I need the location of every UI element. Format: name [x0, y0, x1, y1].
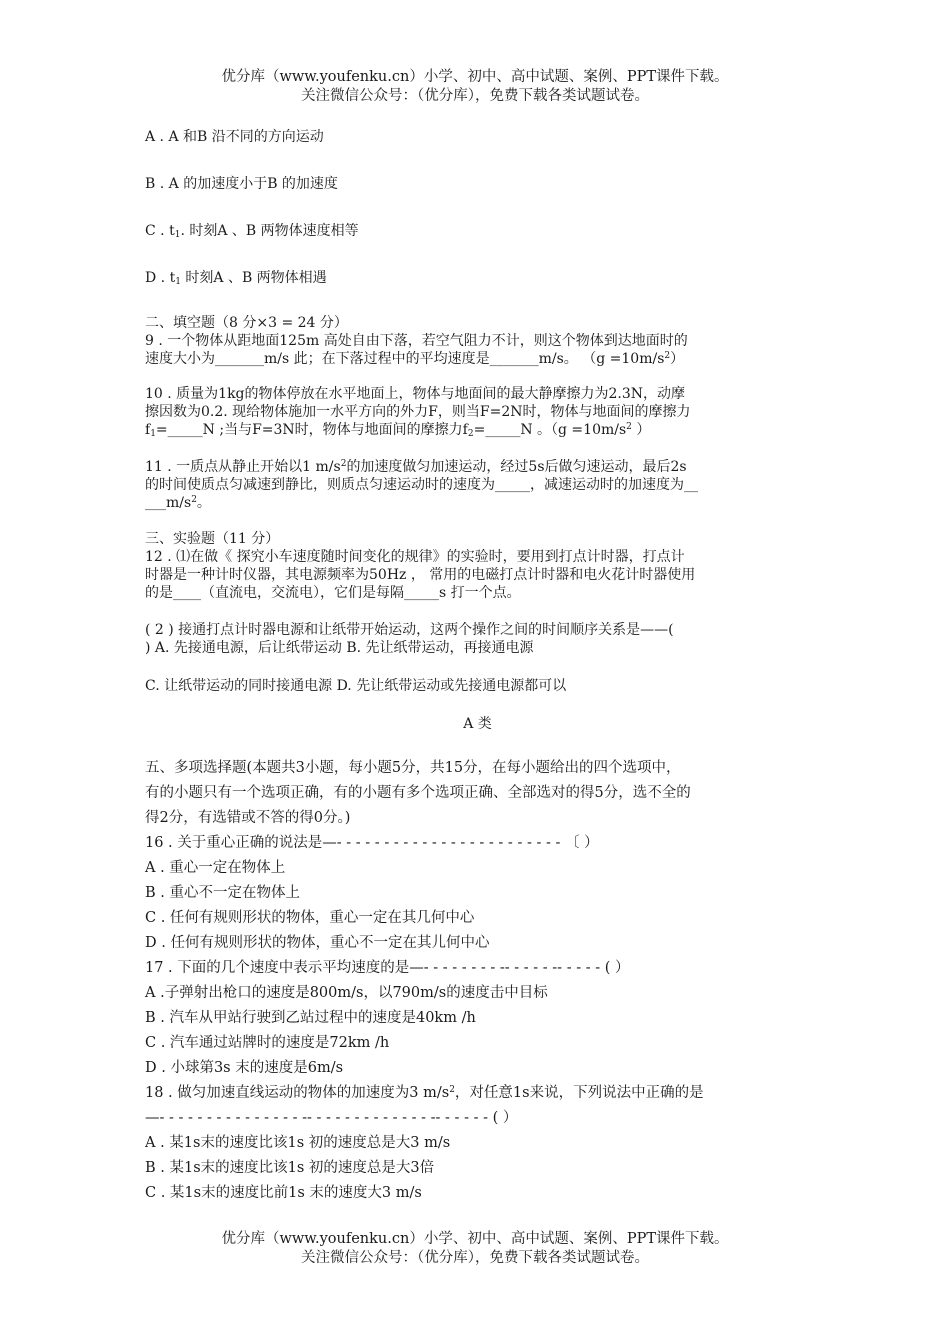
- option-8d: [145, 269, 810, 287]
- question-10: [145, 385, 810, 439]
- option-8d-post: 时刻A 、B 两物体相遇: [180, 270, 327, 286]
- q17-option-a: A .子弹射出枪口的速度是800m/s，以790m/s的速度击中目标: [145, 985, 548, 1001]
- q18-pre: 18 . 做匀加速直线运动的物体的加速度为3 m/s: [145, 1085, 450, 1101]
- q11-line-3: [145, 494, 810, 512]
- option-8d-pre: D . t: [145, 270, 176, 286]
- q9-line-2-pre: 速度大小为_______m/s 此；在下落过程中的平均速度是_______m/s。 （g =10m/s: [145, 351, 665, 367]
- option-8d-sub: 1: [175, 277, 181, 287]
- footer-line-1: 优分库（www.youfenku.cn）小学、初中、高中试题、案例、PPT课件下载。: [221, 1231, 729, 1247]
- q10-sub-1: 1: [150, 429, 156, 439]
- q16-stem: 16 . 关于重心正确的说法是—- - - - - - - - - - - - - - - - - - - - - - - - 〔 ）: [145, 835, 599, 851]
- q12b-line-1: ( 2 ) 接通打点计时器电源和让纸带开始运动，这两个操作之间的时间顺序关系是——(: [145, 622, 674, 638]
- q16-option-a: A . 重心一定在物体上: [145, 860, 286, 876]
- q12b-line-3: C. 让纸带运动的同时接通电源 D. 先让纸带运动或先接通电源都可以: [145, 678, 567, 694]
- q18-option-c: C . 某1s末的速度比前1s 末的速度大3 m/s: [145, 1185, 422, 1201]
- q9-line-1: 9 . 一个物体从距地面125m 高处自由下落，若空气阻力不计，则这个物体到达地面时的: [145, 333, 688, 349]
- question-11: [145, 458, 810, 512]
- q11-line-3-pre: ___m/s: [145, 495, 192, 511]
- q18-stem-line-2: —- - - - - - - - - - - - - - - -- - - - - - - - - - - - - -- - - - - - ( ）: [145, 1110, 518, 1126]
- header-line-1: 优分库（www.youfenku.cn）小学、初中、高中试题、案例、PPT课件下载。: [221, 69, 729, 85]
- option-8c-pre: C . t: [145, 223, 175, 239]
- q18-option-a: A . 某1s末的速度比该1s 初的速度总是大3 m/s: [145, 1135, 451, 1151]
- q11-line-1: [145, 458, 810, 476]
- option-8b: B . A 的加速度小于B 的加速度: [145, 176, 338, 192]
- q10-a: f: [145, 422, 151, 438]
- q10-line-3: [145, 421, 810, 439]
- q10-line-1: 10 . 质量为1kg的物体停放在水平地面上，物体与地面间的最大静摩擦力为2.3N，动摩: [145, 386, 686, 402]
- section-2: [145, 314, 810, 368]
- q9-sup: 2: [664, 351, 671, 361]
- footer-line-2: 关注微信公众号：（优分库），免费下载各类试题试卷。: [301, 1250, 649, 1266]
- q11-line-1-pre: 11 . 一质点从静止开始以1 m/s: [145, 459, 341, 475]
- q11-sup-2: 2: [191, 495, 197, 505]
- option-8a: A . A 和B 沿不同的方向运动: [145, 129, 324, 145]
- q10-c: =_____N 。（g =10m/s: [473, 422, 627, 438]
- q11-sup-1: 2: [340, 459, 347, 469]
- q18-option-b: B . 某1s末的速度比该1s 初的速度总是大3倍: [145, 1160, 435, 1176]
- q17-option-d: D . 小球第3s 末的速度是6m/s: [145, 1060, 344, 1076]
- q10-sup: 2: [626, 422, 632, 432]
- q9-line-2: [145, 350, 810, 368]
- section-5: [145, 756, 810, 1206]
- q17-option-c: C . 汽车通过站牌时的速度是72km /h: [145, 1035, 390, 1051]
- option-8c-sub: 1: [174, 230, 181, 240]
- section-5-intro-2: 有的小题只有一个选项正确，有的小题有多个选项正确、全部选对的得5分，选不全的: [145, 785, 691, 801]
- option-8c: [145, 222, 810, 240]
- section-3-title: 三、实验题（11 分）: [145, 531, 280, 547]
- q18-stem-line-1: [145, 1081, 810, 1106]
- q10-d: ）: [631, 422, 651, 438]
- q12b-line-2: ) A. 先接通电源，后让纸带运动 B. 先让纸带运动，再接通电源: [145, 640, 534, 656]
- header-line-2: 关注微信公众号：（优分库），免费下载各类试题试卷。: [301, 88, 649, 104]
- section-2-title: 二、填空题（8 分×3 = 24 分）: [145, 315, 348, 331]
- q18-post: ，对任意1s来说，下列说法中正确的是: [454, 1085, 704, 1101]
- section-5-intro-3: 得2分，有选错或不答的得0分。): [145, 810, 351, 826]
- q12-line-2: 时器是一种计时仪器，其电源频率为50Hz ， 常用的电磁打点计时器和电火花计时器使用: [145, 567, 696, 583]
- page-footer: [0, 1230, 950, 1268]
- q11-line-1-post: 的加速度做匀加速运动，经过5s后做匀速运动，最后2s: [346, 459, 687, 475]
- section-5-intro-1: 五、多项选择题(本题共3小题，每小题5分，共15分，在每小题给出的四个选项中，: [145, 760, 681, 776]
- question-12-part-2: [145, 621, 810, 657]
- q10-line-2: 擦因数为0.2. 现给物体施加一水平方向的外力F，则当F=2N时，物体与地面间的摩擦力: [145, 404, 691, 420]
- q16-option-c: C . 任何有规则形状的物体，重心一定在其几何中心: [145, 910, 475, 926]
- q10-b: =_____N ;当与F=3N时，物体与地面间的摩擦力f: [155, 422, 468, 438]
- category-heading: A 类: [463, 716, 492, 732]
- q10-sub-2: 2: [467, 429, 474, 439]
- page-header: [0, 68, 950, 106]
- q11-line-2: 的时间使质点匀减速到静比，则质点匀速运动时的速度为_____，减速运动时的加速度为__: [145, 477, 698, 493]
- q11-line-3-post: 。: [196, 495, 211, 511]
- q9-line-2-post: ）: [670, 351, 685, 367]
- q18-sup: 2: [449, 1085, 455, 1095]
- q17-stem: 17 . 下面的几个速度中表示平均速度的是—- - - - - - - - -- - - - - -- - - - - ( ）: [145, 960, 630, 976]
- q12-line-3: 的是____（直流电，交流电），它们是每隔_____s 打一个点。: [145, 585, 521, 601]
- option-8c-post: . 时刻A 、B 两物体速度相等: [180, 223, 359, 239]
- q16-option-b: B . 重心不一定在物体上: [145, 885, 300, 901]
- q12-line-1: 12 . ⑴在做《 探究小车速度随时间变化的规律》的实验时，要用到打点计时器，打点计: [145, 549, 685, 565]
- q16-option-d: D . 任何有规则形状的物体，重心不一定在其儿何中心: [145, 935, 490, 951]
- section-3: [145, 530, 810, 602]
- q17-option-b: B . 汽车从甲站行驶到乙站过程中的速度是40km /h: [145, 1010, 476, 1026]
